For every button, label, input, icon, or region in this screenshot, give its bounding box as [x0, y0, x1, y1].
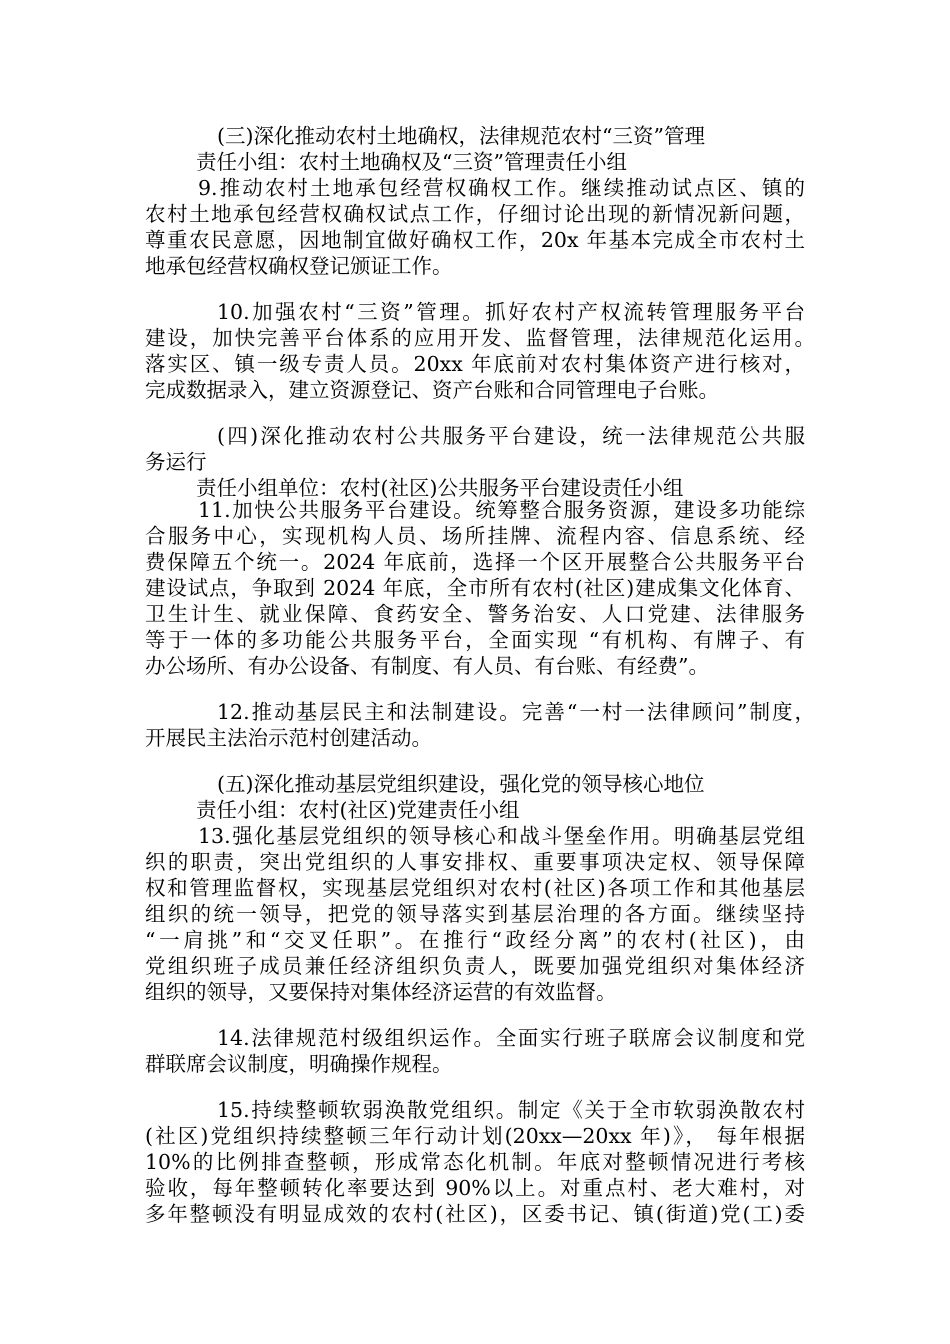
section3-group: 责任小组：农村土地确权及“三资”管理责任小组 — [196, 150, 627, 174]
item13-line-5: “一肩挑”和“交叉任职”。在推行“政经分离”的农村(社区)，由 — [145, 928, 805, 952]
section4-group: 责任小组单位：农村(社区)公共服务平台建设责任小组 — [196, 476, 684, 500]
item10-line-2: 建设，加快完善平台体系的应用开发、监督管理，法律规范化运用。 — [145, 326, 815, 350]
item9-line-3: 尊重农民意愿，因地制宜做好确权工作，20x 年基本完成全市农村土 — [145, 228, 805, 252]
section5-heading: (五)深化推动基层党组织建设，强化党的领导核心地位 — [217, 772, 705, 796]
item9-line-2: 农村土地承包经营权确权试点工作，仔细讨论出现的新情况新问题， — [145, 202, 805, 226]
item9-line-1: 9.推动农村土地承包经营权确权工作。继续推动试点区、镇的 — [198, 176, 805, 200]
item15-line-3: 10%的比例排查整顿，形成常态化机制。年底对整顿情况进行考核 — [145, 1150, 805, 1174]
section3-heading: (三)深化推动农村土地确权，法律规范农村“三资”管理 — [217, 124, 705, 148]
item11-line-4: 建设试点，争取到 2024 年底，全市所有农村(社区)建成集文化体育、 — [145, 576, 805, 600]
item15-line-5: 多年整顿没有明显成效的农村(社区)，区委书记、镇(街道)党(工)委 — [145, 1202, 805, 1226]
item9-line-4: 地承包经营权确权登记颁证工作。 — [145, 254, 453, 278]
item10-line-1: 10.加强农村“三资”管理。抓好农村产权流转管理服务平台 — [217, 300, 805, 324]
item12-line-2: 开展民主法治示范村创建活动。 — [145, 726, 432, 750]
item14-line-2: 群联席会议制度，明确操作规程。 — [145, 1052, 453, 1076]
item13-line-2: 织的职责，突出党组织的人事安排权、重要事项决定权、领导保障 — [145, 850, 805, 874]
item12-line-1: 12.推动基层民主和法制建设。完善“一村一法律顾问”制度， — [217, 700, 815, 724]
item13-line-4: 组织的统一领导，把党的领导落实到基层治理的各方面。继续坚持 — [145, 902, 805, 926]
section4-heading-line-2: 务运行 — [145, 450, 207, 474]
item13-line-3: 权和管理监督权，实现基层党组织对农村(社区)各项工作和其他基层 — [145, 876, 805, 900]
section4-heading-line-1: (四)深化推动农村公共服务平台建设，统一法律规范公共服 — [217, 424, 805, 448]
item11-line-2: 合服务中心，实现机构人员、场所挂牌、流程内容、信息系统、经 — [145, 524, 805, 548]
item10-line-3: 落实区、镇一级专责人员。20xx 年底前对农村集体资产进行核对， — [145, 352, 805, 376]
item10-line-4: 完成数据录入，建立资源登记、资产台账和合同管理电子台账。 — [145, 378, 719, 402]
item15-line-2: (社区)党组织持续整顿三年行动计划(20xx—20xx 年)》， 每年根据 — [145, 1124, 805, 1148]
section5-group: 责任小组：农村(社区)党建责任小组 — [196, 798, 520, 822]
item11-line-3: 费保障五个统一。2024 年底前，选择一个区开展整合公共服务平台 — [145, 550, 805, 574]
item13-line-7: 组织的领导，又要保持对集体经济运营的有效监督。 — [145, 980, 617, 1004]
item14-line-1: 14.法律规范村级组织运作。全面实行班子联席会议制度和党 — [217, 1026, 805, 1050]
item15-line-4: 验收，每年整顿转化率要达到 90%以上。对重点村、老大难村，对 — [145, 1176, 805, 1200]
item11-line-1: 11.加快公共服务平台建设。统筹整合服务资源，建设多功能综 — [198, 498, 805, 522]
item11-line-7: 办公场所、有办公设备、有制度、有人员、有台账、有经费”。 — [145, 654, 709, 678]
item11-line-5: 卫生计生、就业保障、食药安全、警务治安、人口党建、法律服务 — [145, 602, 805, 626]
item11-line-6: 等于一体的多功能公共服务平台，全面实现 “有机构、有牌子、有 — [145, 628, 805, 652]
item13-line-1: 13.强化基层党组织的领导核心和战斗堡垒作用。明确基层党组 — [198, 824, 805, 848]
item13-line-6: 党组织班子成员兼任经济组织负责人，既要加强党组织对集体经济 — [145, 954, 805, 978]
item15-line-1: 15.持续整顿软弱涣散党组织。制定《关于全市软弱涣散农村 — [217, 1098, 805, 1122]
